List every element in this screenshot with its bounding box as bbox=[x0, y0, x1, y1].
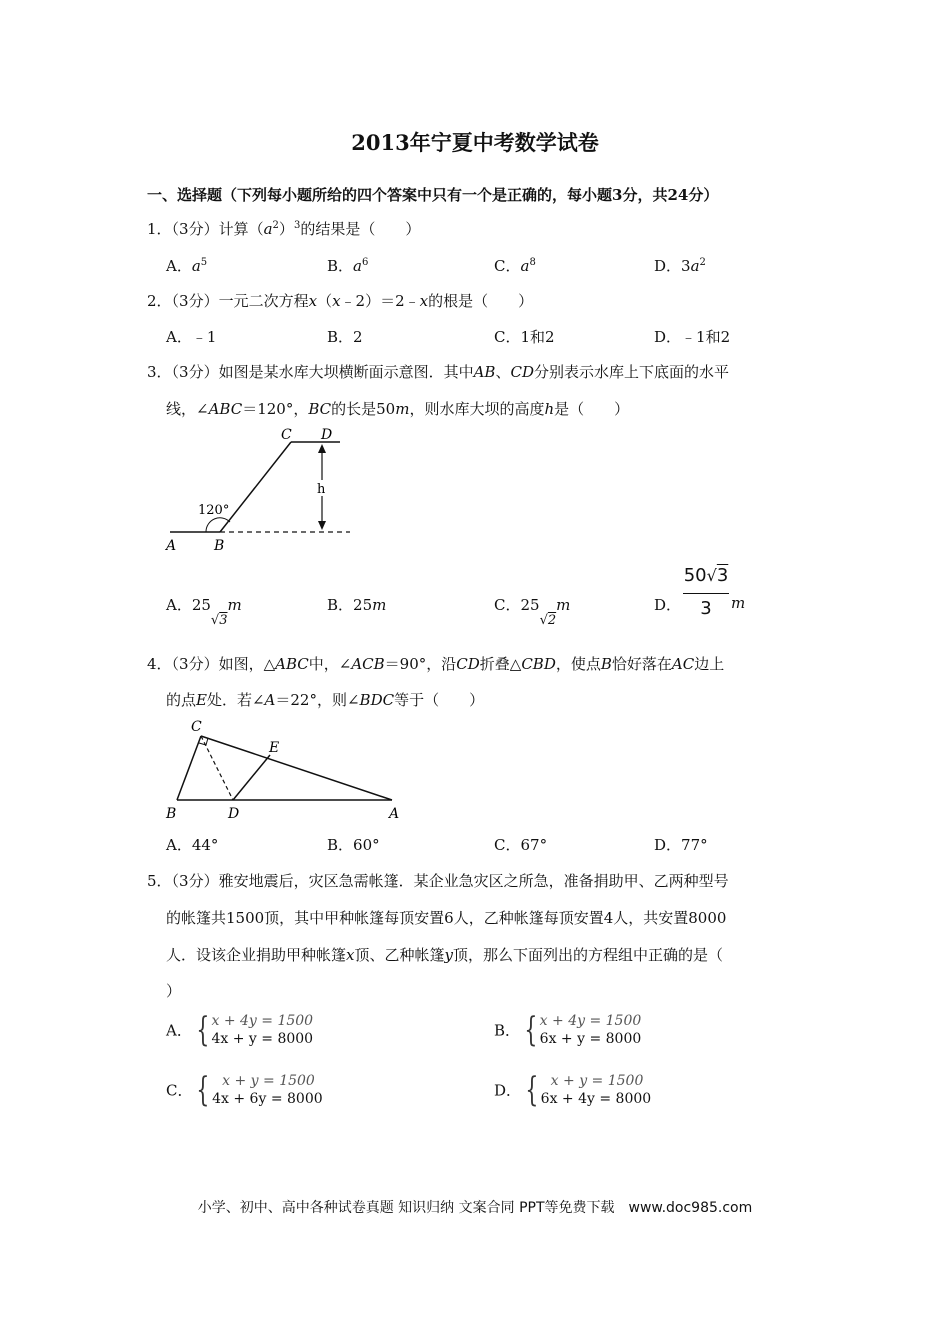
question-4-stem-line-2: 的点E处．若∠A＝22°，则∠BDC等于（ ） bbox=[166, 691, 485, 709]
question-3-option-c[interactable]: C．25√2m bbox=[494, 596, 571, 628]
sqrt-symbol: √2 bbox=[539, 613, 557, 628]
question-1-option-b[interactable]: B．$a^6$ bbox=[327, 257, 369, 275]
question-2-option-c[interactable]: C．1和2 bbox=[494, 328, 555, 346]
question-3-stem-line-1: 3．（3分）如图是某水库大坝横断面示意图．其中AB、CD分别表示水库上下底面的水平 bbox=[147, 363, 729, 381]
question-2-option-b[interactable]: B．2 bbox=[327, 328, 363, 346]
brace-symbol: { bbox=[525, 1070, 539, 1110]
brace-symbol: { bbox=[196, 1070, 210, 1110]
sqrt-symbol: √3 bbox=[210, 613, 228, 628]
label-a: A bbox=[166, 538, 177, 554]
label-h: h bbox=[317, 482, 326, 497]
label-d: D bbox=[228, 806, 240, 822]
side-ca bbox=[201, 736, 392, 800]
question-1-stem: 1．（3分）计算$(a^2)^3$的结果是（ ） bbox=[147, 220, 421, 238]
question-5-stem-line-3: 人．设该企业捐助甲种帐篷x顶、乙种帐篷y顶，那么下面列出的方程组中正确的是（ bbox=[166, 946, 723, 964]
question-3-stem-line-2: 线，∠ABC＝120°，BC的长是50m，则水库大坝的高度h是（ ） bbox=[166, 400, 630, 418]
brace-symbol: { bbox=[196, 1010, 210, 1050]
question-5-stem-line-2: 的帐篷共1500顶，其中甲种帐篷每顶安置6人，乙种帐篷每顶安置4人，共安置8000 bbox=[166, 909, 727, 927]
label-angle: 120° bbox=[198, 503, 230, 518]
question-3-option-b[interactable]: B．25m bbox=[327, 596, 387, 614]
question-2-option-a[interactable]: A．﹣1 bbox=[166, 328, 217, 346]
arrow-down-head bbox=[318, 521, 326, 530]
label-c: C bbox=[191, 719, 202, 735]
dam-cross-section-figure bbox=[160, 422, 360, 554]
question-5-option-c[interactable]: C． { x + y = 1500 4x + 6y = 8000 bbox=[166, 1070, 323, 1110]
label-d: D bbox=[321, 427, 333, 443]
question-3-option-d[interactable]: D． bbox=[654, 596, 682, 614]
question-4-option-d[interactable]: D．77° bbox=[654, 836, 708, 854]
arrow-up-head bbox=[318, 444, 326, 453]
question-5-option-b[interactable]: B． { x + 4y = 1500 6x + y = 8000 bbox=[494, 1010, 642, 1050]
question-1-option-c[interactable]: C．$a^8$ bbox=[494, 257, 536, 275]
question-4-option-c[interactable]: C．67° bbox=[494, 836, 548, 854]
fraction-denominator: 3 bbox=[700, 598, 712, 619]
footer-text: 小学、初中、高中各种试卷真题 知识归纳 文案合同 PPT等免费下载 www.doc985.com bbox=[197, 1200, 753, 1216]
label-b: B bbox=[214, 538, 225, 554]
question-4-stem-line-1: 4．（3分）如图，△ABC中，∠ACB＝90°，沿CD折叠△CBD，使点B恰好落在AC边上 bbox=[147, 655, 725, 673]
question-4-option-b[interactable]: B．60° bbox=[327, 836, 380, 854]
section-heading: 一、选择题（下列每小题所给的四个答案中只有一个是正确的，每小题3分，共24分） bbox=[147, 186, 719, 204]
question-3-option-a[interactable]: A．25√3m bbox=[166, 596, 242, 628]
fraction-bar bbox=[683, 593, 729, 594]
label-c: C bbox=[281, 427, 292, 443]
segment-de bbox=[233, 755, 270, 800]
question-2-stem: 2．（3分）一元二次方程x（x﹣2）＝2﹣x的根是（ ） bbox=[147, 292, 534, 310]
fraction-numerator: 50√3 bbox=[683, 565, 729, 586]
label-b: B bbox=[166, 806, 177, 822]
question-4-option-a[interactable]: A．44° bbox=[166, 836, 219, 854]
question-2-option-d[interactable]: D．﹣1和2 bbox=[654, 328, 731, 346]
question-5-stem-line-1: 5．（3分）雅安地震后，灾区急需帐篷．某企业急灾区之所急，准备捐助甲、乙两种型号 bbox=[147, 872, 729, 890]
label-e: E bbox=[269, 740, 280, 756]
folded-triangle-figure bbox=[160, 714, 405, 826]
question-5-option-d[interactable]: D． { x + y = 1500 6x + 4y = 8000 bbox=[494, 1070, 652, 1110]
label-a: A bbox=[389, 806, 400, 822]
question-5-stem-line-4: ） bbox=[166, 982, 182, 1000]
brace-symbol: { bbox=[524, 1010, 538, 1050]
question-1-option-a[interactable]: A．$a^5$ bbox=[166, 257, 208, 275]
question-1-option-d[interactable]: D．$3a^2$ bbox=[654, 257, 706, 275]
line-bc bbox=[220, 442, 291, 532]
side-bc bbox=[177, 736, 201, 800]
question-3-option-d-unit: m bbox=[731, 594, 746, 612]
question-5-option-a[interactable]: A． { x + 4y = 1500 4x + y = 8000 bbox=[166, 1010, 314, 1050]
page-title: 2013年宁夏中考数学试卷 bbox=[351, 130, 599, 155]
